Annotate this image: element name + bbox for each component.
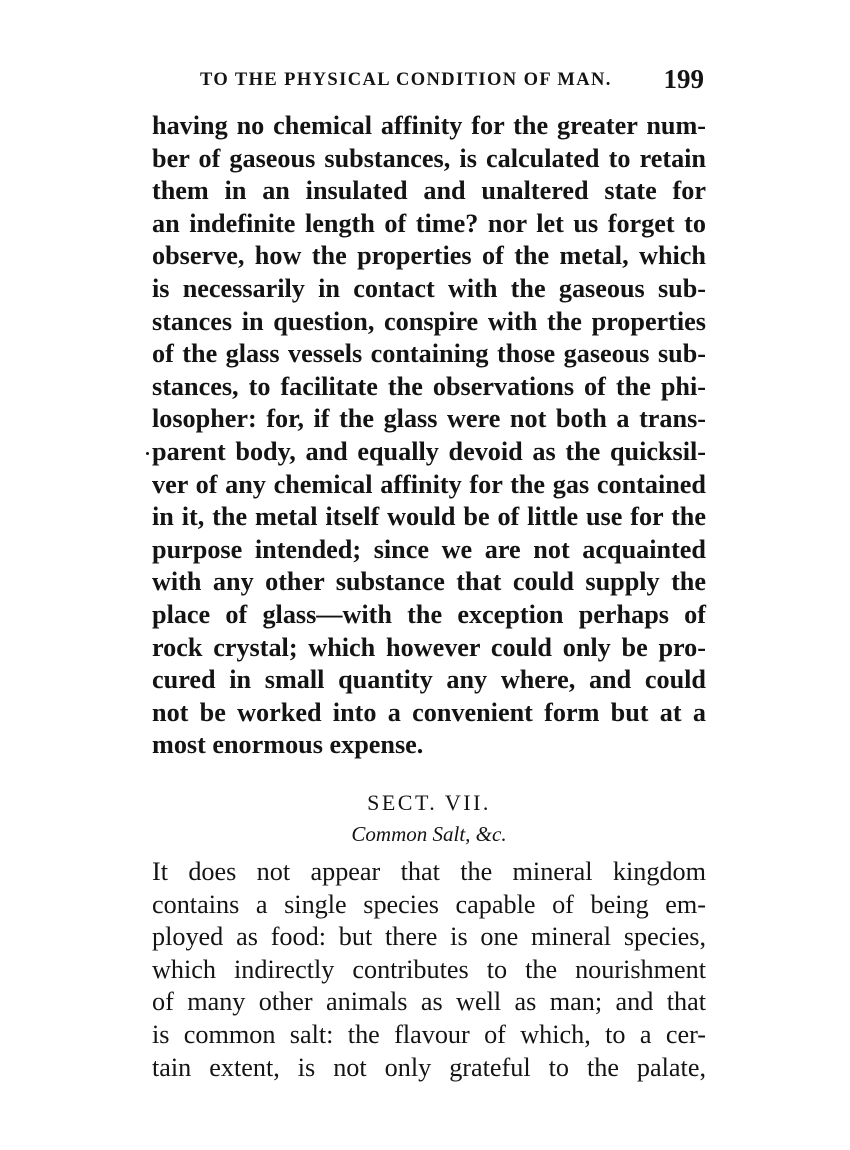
section-subtitle: Common Salt, &c. [351,822,507,846]
text-line: having no chemical affinity for the greater num- [152,111,706,140]
text-line: observe, how the properties of the metal, which [152,241,706,271]
text-line: ver of any chemical affinity for the gas contained [152,469,706,499]
text-line: with any other substance that could supply the [152,567,706,597]
margin-mark [146,452,149,455]
text-line: is common salt: the flavour of which, to a cer- [152,1019,706,1049]
text-line: stances in question, conspire with the properties [152,306,706,336]
running-header [150,64,710,98]
text-line: which indirectly contributes to the nourishment [152,954,706,984]
text-line: an indefinite length of time? nor let us forget to [152,208,706,238]
text-line: of many other animals as well as man; and that [152,987,706,1017]
text-line: tain extent, is not only grateful to the palate, [152,1052,706,1082]
text-line: place of glass—with the exception perhaps of [152,599,706,629]
text-line: ber of gaseous substances, is calculated to retain [152,143,706,173]
text-line: them in an insulated and unaltered state for [152,176,706,206]
section-heading: SECT. VII. [367,790,491,815]
text-line: rock crystal; which however could only be pro- [152,632,706,662]
text-line: ployed as food: but there is one mineral species, [152,922,706,952]
text-line: stances, to facilitate the observations of the phi- [152,371,706,401]
text-line: not be worked into a convenient form but at a [152,697,706,727]
text-line: losopher: for, if the glass were not both a trans- [152,404,706,434]
text-line: in it, the metal itself would be of little use for the [152,502,706,532]
text-line: of the glass vessels containing those gaseous sub- [152,339,706,369]
paragraph-2 [152,856,706,1084]
text-line: It does not appear that the mineral kingdom [152,857,706,886]
text-line: is necessarily in contact with the gaseous sub- [152,273,706,303]
text-line: cured in small quantity any where, and could [152,665,706,695]
text-line: contains a single species capable of being em- [152,889,706,919]
text-line: purpose intended; since we are not acquainted [152,534,706,564]
text-line: parent body, and equally devoid as the quicksil- [152,436,706,466]
running-header-title: TO THE PHYSICAL CONDITION OF MAN. [200,70,612,90]
paragraph-1 [152,110,706,762]
page-number: 199 [663,64,704,94]
text-line: most enormous expense. [152,730,424,760]
